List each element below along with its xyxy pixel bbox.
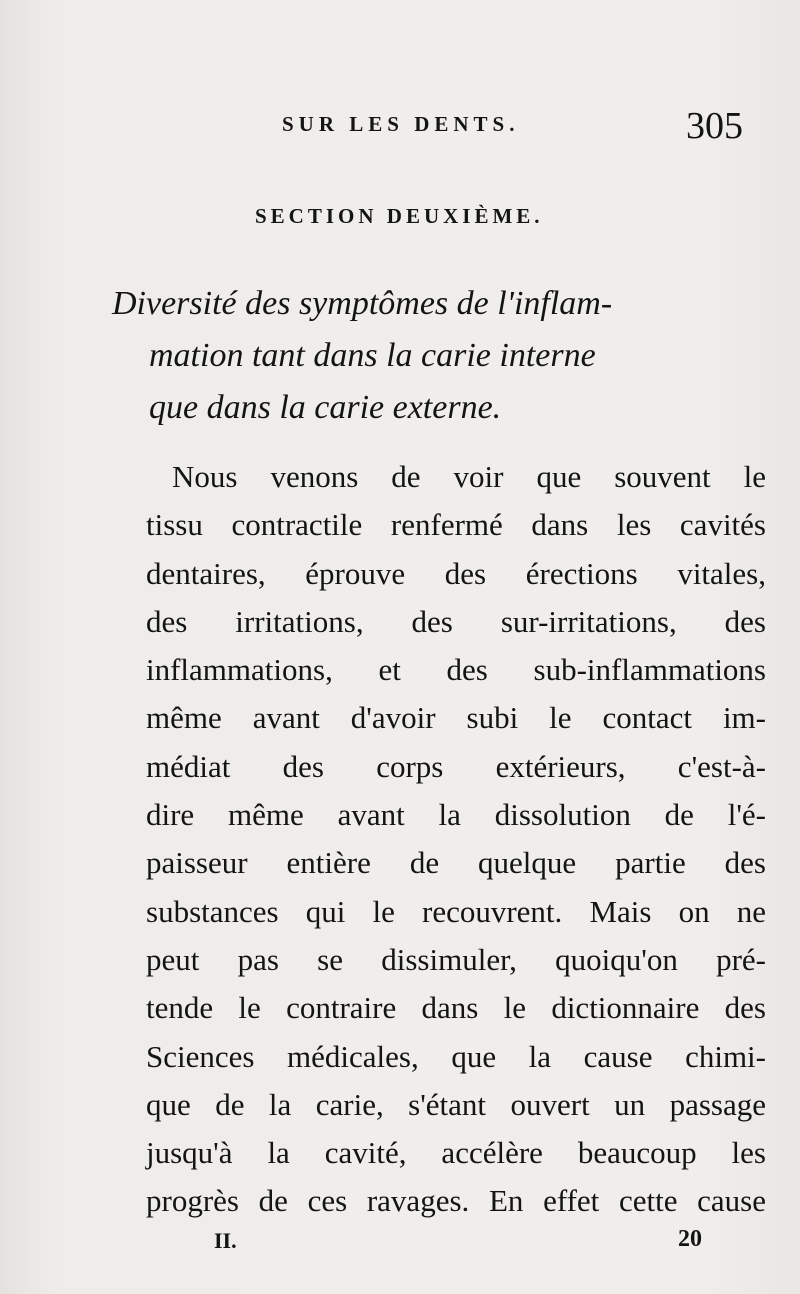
text-line: substances qui le recouvrent. Mais on ne bbox=[146, 893, 766, 929]
text-line: dentaires, éprouve des érections vitales, bbox=[146, 555, 766, 591]
text-line: progrès de ces ravages. En effet cette cause bbox=[146, 1183, 766, 1219]
running-head: SUR LES DENTS. bbox=[282, 112, 520, 136]
subtitle-line: mation tant dans la carie interne bbox=[149, 337, 596, 374]
section-heading: SECTION DEUXIÈME. bbox=[255, 204, 544, 228]
section-subtitle bbox=[112, 278, 772, 434]
page-number: 305 bbox=[686, 105, 743, 147]
text-line: peut pas se dissimuler, quoiqu'on pré- bbox=[146, 941, 766, 977]
text-line: Sciences médicales, que la cause chimi- bbox=[146, 1038, 766, 1074]
signature-number: 20 bbox=[678, 1226, 702, 1252]
text-line: médiat des corps extérieurs, c'est-à- bbox=[146, 748, 766, 784]
text-line: dire même avant la dissolution de l'é- bbox=[146, 797, 766, 833]
subtitle-line: que dans la carie externe. bbox=[149, 389, 502, 426]
text-line: tissu contractile renfermé dans les cavités bbox=[146, 507, 766, 543]
text-line: tende le contraire dans le dictionnaire des bbox=[146, 990, 766, 1026]
body-paragraph bbox=[146, 453, 766, 1226]
text-line: jusqu'à la cavité, accélère beaucoup les bbox=[146, 1135, 766, 1171]
signature-mark: II. bbox=[214, 1228, 237, 1253]
text-line: paisseur entière de quelque partie des bbox=[146, 845, 766, 881]
text-line: même avant d'avoir subi le contact im- bbox=[146, 700, 766, 736]
text-line: inflammations, et des sub-inflammations bbox=[146, 652, 766, 688]
text-line: des irritations, des sur-irritations, des bbox=[146, 603, 766, 639]
text-line: Nous venons de voir que souvent le bbox=[172, 459, 766, 494]
text-line: que de la carie, s'étant ouvert un passage bbox=[146, 1086, 766, 1122]
subtitle-line: Diversité des symptômes de l'inflam- bbox=[112, 285, 613, 322]
